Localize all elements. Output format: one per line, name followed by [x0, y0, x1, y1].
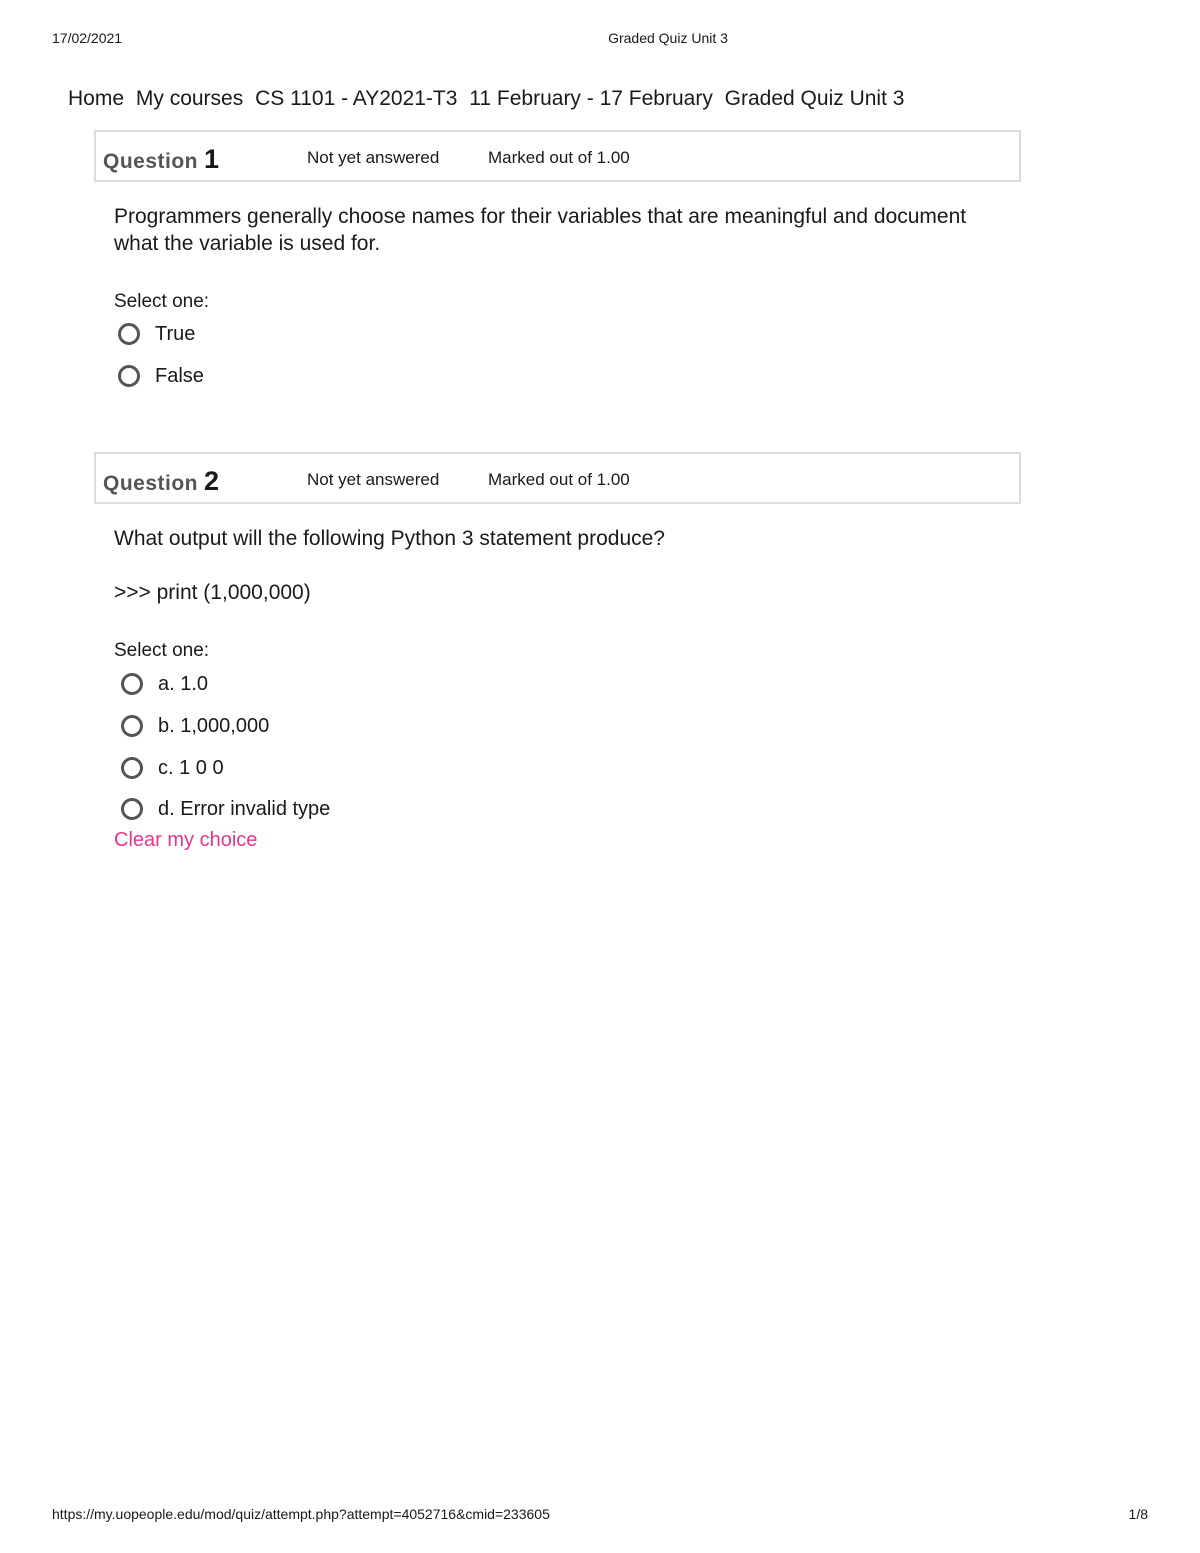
question-2-state: Not yet answered — [307, 470, 440, 489]
question-1-heading — [103, 144, 220, 175]
clear-choice-link[interactable]: Clear my choice — [114, 829, 258, 851]
breadcrumb-course[interactable]: CS 1101 - AY2021-T3 — [255, 87, 458, 110]
question-number: 2 — [204, 466, 220, 496]
question-1-grade: Marked out of 1.00 — [488, 148, 630, 167]
question-1-state: Not yet answered — [307, 148, 440, 167]
radio-button[interactable] — [118, 365, 140, 387]
radio-button[interactable] — [121, 673, 143, 695]
print-url: https://my.uopeople.edu/mod/quiz/attempt.php?attempt=4052716&cmid=233605 — [52, 1506, 550, 1522]
radio-button[interactable] — [121, 715, 143, 737]
question-2-option-c[interactable] — [121, 754, 224, 782]
print-date: 17/02/2021 — [52, 30, 123, 46]
question-2-grade: Marked out of 1.00 — [488, 470, 630, 489]
question-2-info — [94, 452, 1021, 504]
question-label: Question — [103, 150, 199, 173]
option-label: True — [155, 322, 196, 345]
breadcrumb — [68, 87, 910, 111]
question-1-info — [94, 130, 1021, 182]
question-1-option-false[interactable] — [118, 362, 204, 390]
question-2-prompt: Select one: — [114, 640, 210, 661]
breadcrumb-home[interactable]: Home — [68, 87, 125, 110]
breadcrumb-quiz[interactable]: Graded Quiz Unit 3 — [724, 87, 905, 110]
question-1-option-true[interactable] — [118, 320, 195, 348]
option-label: b. 1,000,000 — [158, 714, 270, 737]
question-2-code: >>> print (1,000,000) — [114, 581, 311, 604]
question-2-text: What output will the following Python 3 statement produce? — [114, 527, 665, 550]
print-title: Graded Quiz Unit 3 — [608, 30, 728, 46]
question-number: 1 — [204, 144, 220, 174]
question-2-option-b[interactable] — [121, 712, 269, 740]
breadcrumb-week[interactable]: 11 February - 17 February — [469, 87, 713, 110]
option-label: False — [155, 364, 204, 387]
option-label: c. 1 0 0 — [158, 756, 224, 779]
question-2-option-d[interactable] — [121, 795, 330, 823]
radio-button[interactable] — [121, 757, 143, 779]
radio-button[interactable] — [118, 323, 140, 345]
option-label: d. Error invalid type — [158, 797, 331, 820]
option-label: a. 1.0 — [158, 672, 209, 695]
question-label: Question — [103, 472, 199, 495]
breadcrumb-my-courses[interactable]: My courses — [135, 87, 244, 110]
question-2-option-a[interactable] — [121, 670, 208, 698]
radio-button[interactable] — [121, 798, 143, 820]
print-page-number: 1/8 — [1128, 1506, 1148, 1522]
question-1-prompt: Select one: — [114, 291, 210, 312]
question-1-text: Programmers generally choose names for their variables that are meaningful and document what the variable is used for. — [114, 205, 967, 255]
question-2-heading — [103, 466, 220, 497]
